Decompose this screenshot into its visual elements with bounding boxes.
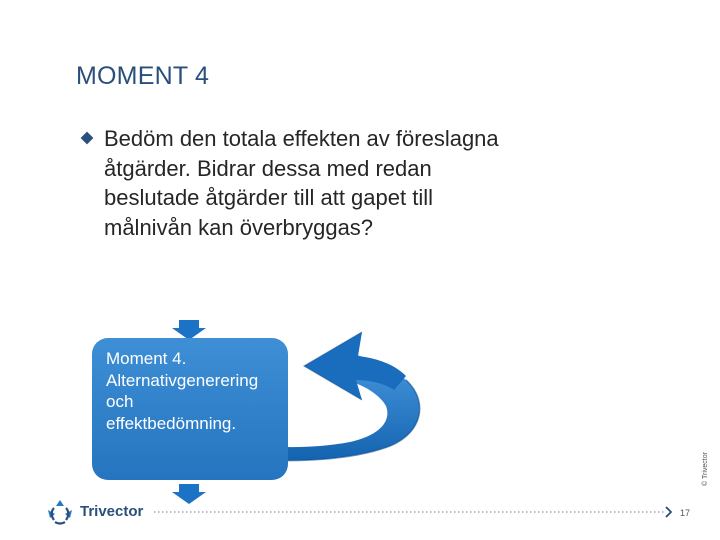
box-line: Moment 4. — [106, 349, 187, 368]
trivector-logo-icon — [46, 498, 74, 526]
copyright-note: © Trivector — [702, 452, 709, 486]
brand-name: Trivector — [80, 503, 144, 520]
page-number: 17 — [680, 508, 691, 518]
box-line: och — [106, 392, 134, 411]
bullet-text: Bedöm den totala effekten av föreslagna åtgärder. Bidrar dessa med redan beslutade åtgärder till att gapet till målnivån kan överbryggas? — [104, 126, 499, 240]
diamond-bullet-icon — [80, 131, 94, 145]
slide-title: MOMENT 4 — [76, 62, 210, 90]
chevron-right-icon — [666, 507, 671, 517]
moment-box-label — [106, 348, 286, 434]
output-arrow-icon — [172, 484, 206, 504]
input-arrow-icon — [172, 320, 206, 340]
box-line: Alternativgenerering — [106, 370, 259, 390]
box-line: effektbedömning. — [106, 413, 237, 433]
footer-dotted-line — [154, 505, 674, 519]
